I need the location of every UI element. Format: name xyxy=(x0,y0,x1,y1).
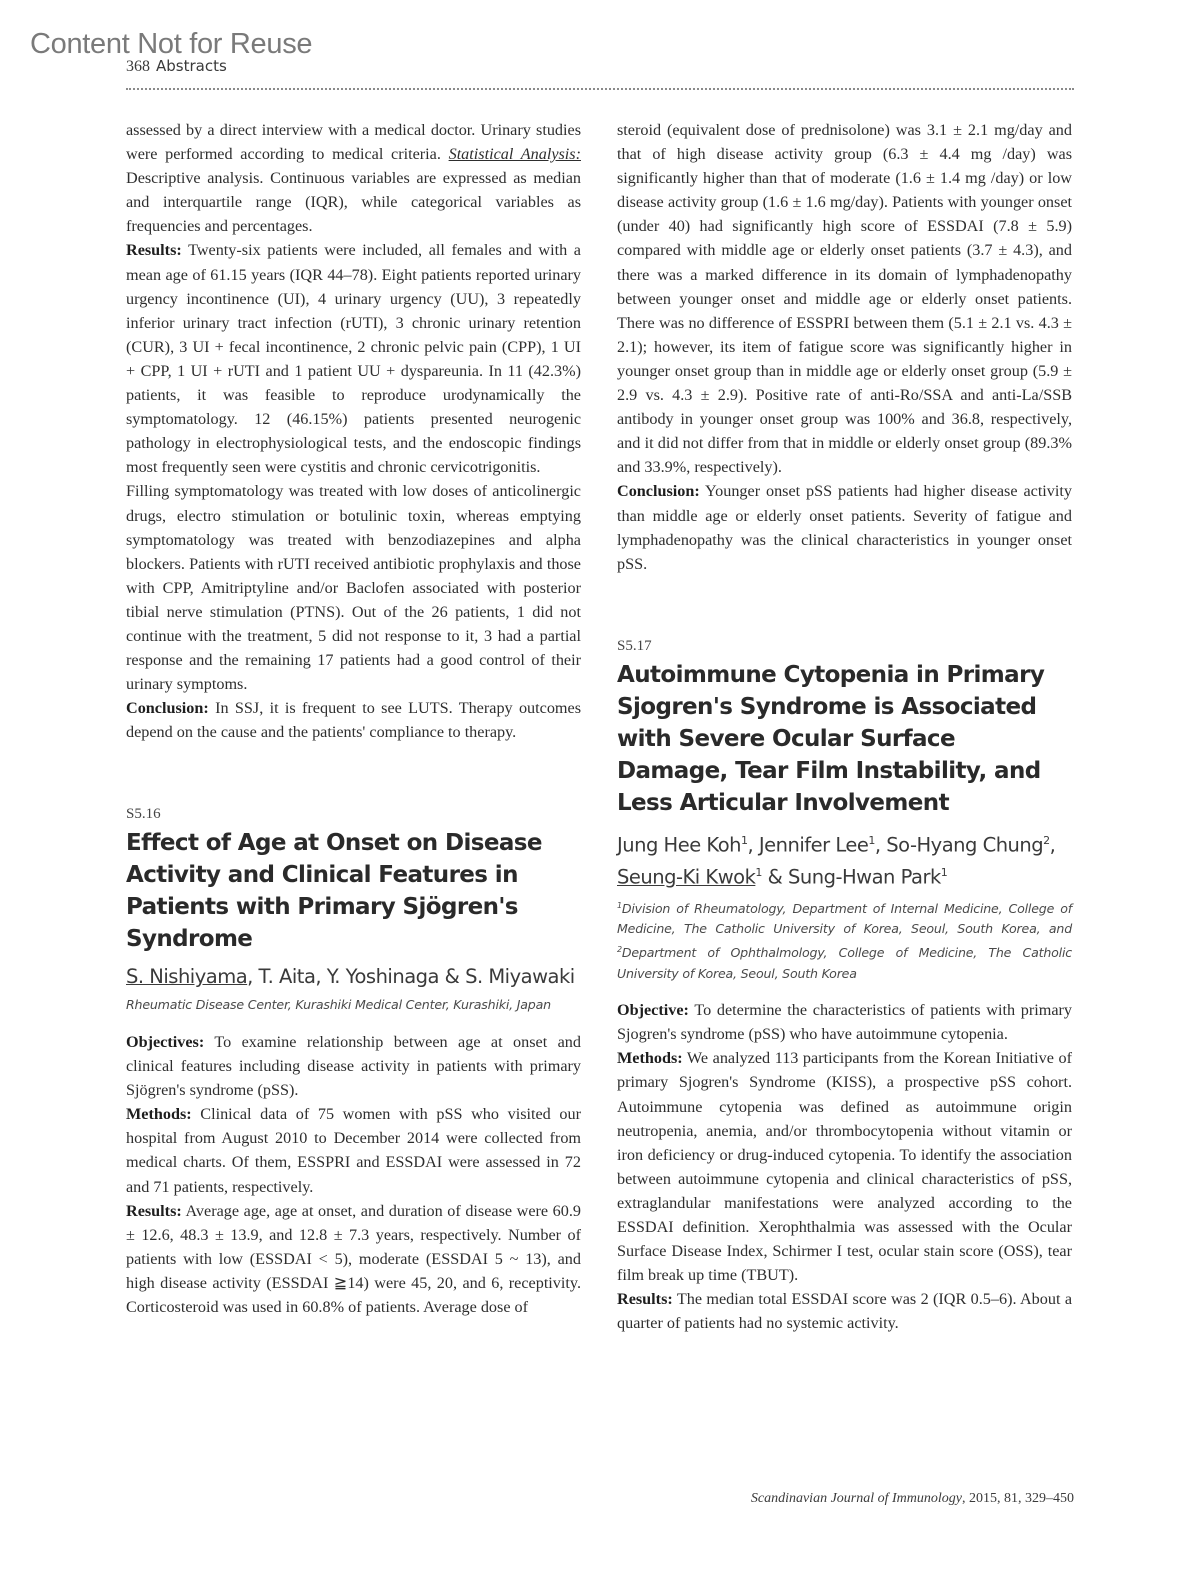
abstract-s5-16 xyxy=(126,806,581,1319)
header-divider xyxy=(126,88,1074,90)
journal-citation xyxy=(751,1491,1074,1507)
author-list: S. Nishiyama, T. Aita, Y. Yoshinaga & S. Miyawaki xyxy=(126,965,575,989)
methods-label: Methods: xyxy=(617,1049,683,1068)
objective-paragraph: Objective: To determine the characteristics of patients with primary Sjogren's syndrome (pSS) who have autoimmune cytopenia. xyxy=(617,1001,1072,1044)
conclusion-paragraph: Conclusion: In SSJ, it is frequent to see LUTS. Therapy outcomes depend on the cause and the patients' compliance to therapy. xyxy=(126,699,581,742)
watermark: Content Not for Reuse xyxy=(30,28,313,60)
results-label: Results: xyxy=(126,1201,182,1220)
results-paragraph: Results: The median total ESSDAI score was 2 (IQR 0.5–6). About a quarter of patients had no systemic activity. xyxy=(617,1290,1072,1333)
abstract-id: S5.16 xyxy=(126,806,161,823)
citation-details: , 2015, 81, 329–450 xyxy=(962,1491,1074,1506)
methods-paragraph: Methods: Clinical data of 75 women with pSS who visited our hospital from August 2010 to December 2014 were collected from medical charts. Of them, ESSPRI and ESSDAI were assessed in 72 and 71 patients, respectively. xyxy=(126,1105,581,1196)
spacer xyxy=(126,744,581,806)
treatment-paragraph: Filling symptomatology was treated with low doses of anticolinergic drugs, electro stimulation or botulinic toxin, whereas emptying symptomatology was treated with benzodiazepines and alpha blockers. Patients with rUTI received antibiotic prophylaxis and those with CPP, Amitriptyline and/or Baclofen associated with posterior tibial nerve stimulation (PTNS). Out of the 26 patients, 1 did not continue with the treatment, 5 did not response to it, 3 had a partial response and the remaining 17 patients had a good control of their urinary symptoms. xyxy=(126,482,581,694)
abstract-id: S5.17 xyxy=(617,637,652,654)
methods-paragraph: Methods: We analyzed 113 participants from the Korean Initiative of primary Sjogren's Syndrome (KISS), a prospective pSS cohort. Autoimmune cytopenia was defined as autoimmune origin neutropenia, anemia, and/or thrombocytopenia without vitamin or iron deficiency or drug-induced cytopenia. To identify the association between autoimmune cytopenia and clinical characteristics of pSS, extraglandular manifestations were analyzed according to the ESSDAI definition. Xerophthalmia was assessed with the Ocular Surface Disease Index, Schirmer I test, ocular stain score (OSS), tear film break up time (TBUT). xyxy=(617,1049,1072,1285)
journal-name: Scandinavian Journal of Immunology xyxy=(750,1491,962,1506)
statistical-analysis-label: Statistical Analysis: xyxy=(448,145,581,164)
presenting-author: S. Nishiyama xyxy=(126,965,248,989)
affiliation: Rheumatic Disease Center, Kurashiki Medical Center, Kurashiki, Japan xyxy=(126,997,551,1013)
objectives-paragraph: Objectives: To examine relationship between age at onset and clinical features including disease activity in patients with primary Sjögren's syndrome (pSS). xyxy=(126,1032,581,1100)
conclusion-label: Conclusion: xyxy=(126,699,209,718)
abstract-s5-17 xyxy=(617,638,1072,1336)
section-name: Abstracts xyxy=(156,57,227,75)
left-column xyxy=(126,118,581,1319)
conclusion-label: Conclusion: xyxy=(617,482,700,501)
conclusion-paragraph: Conclusion: Younger onset pSS patients had higher disease activity than middle age or elderly onset patients. Severity of fatigue and lymphadenopathy was the clinical characteristics in younger onset pSS. xyxy=(617,482,1072,573)
results-label: Results: xyxy=(126,241,182,260)
affiliation: $^1$Division of Rheumatology, Department of Internal Medicine, College of Medicine, The Catholic University of Korea, Seoul, South Korea, and $^2$Department of Ophthalmology, College of Medicine, The Catholic University of Korea, Seoul, South Korea xyxy=(617,900,1072,981)
objectives-label: Objectives: xyxy=(126,1032,205,1051)
page-number: 368 xyxy=(126,58,150,75)
results-label: Results: xyxy=(617,1290,673,1309)
spacer xyxy=(617,576,1072,638)
running-head xyxy=(126,59,227,75)
objective-label: Objective: xyxy=(617,1001,689,1020)
methods-continuation: assessed by a direct interview with a medical doctor. Urinary studies were performed according to medical criteria. Statistical Analysis: Descriptive analysis. Continuous variables are expressed as median and interquartile range (IQR), while categorical variables as frequencies and percentages. xyxy=(126,121,581,236)
results-paragraph: Results: Average age, age at onset, and duration of disease were 60.9 ± 12.6, 48.3 ± 13.9, and 12.8 ± 7.3 years, respectively. Number of patients with low (ESSDAI < 5), moderate (ESSDAI 5 ~ 13), and high disease activity (ESSDAI ≧14) were 45, 20, and 6, receptivity. Corticosteroid was used in 60.8% of patients. Average dose of xyxy=(126,1201,581,1316)
abstract-title: Effect of Age at Onset on Disease Activity and Clinical Features in Patients with Primary Sjögren's Syndrome xyxy=(126,830,542,953)
presenting-author: Seung-Ki Kwok xyxy=(617,865,756,889)
right-column xyxy=(617,118,1072,1335)
methods-label: Methods: xyxy=(126,1105,192,1124)
abstract-title: Autoimmune Cytopenia in Primary Sjogren's Syndrome is Associated with Severe Ocular Surface Damage, Tear Film Instability, and Less Articular Involvement xyxy=(617,661,1045,816)
results-paragraph: Results: Twenty-six patients were included, all females and with a mean age of 61.15 years (IQR 44–78). Eight patients reported urinary urgency incontinence (UI), 4 urinary urgency (UU), 3 repeatedly inferior urinary tract infection (rUTI), 3 chronic urinary retention (CUR), 3 UI + fecal incontinence, 2 chronic pelvic pain (CPP), 1 UI + CPP, 1 UI + rUTI and 1 patient UU + dyspareunia. In 11 (42.3%) patients, it was feasible to reproduce urodynamically the symptomatology. 12 (46.15%) patients presented neurogenic pathology in electrophysiological tests, and the endoscopic findings most frequently seen were cystitis and chronic cervicotrigonitis. xyxy=(126,241,581,477)
results-continuation: steroid (equivalent dose of prednisolone) was 3.1 ± 2.1 mg/day and that of high disease activity group (6.3 ± 4.4 mg /day) was significantly higher than that of moderate (1.6 ± 1.4 mg /day) or low disease activity group (1.6 ± 1.6 mg/day). Patients with younger onset (under 40) had significantly high score of ESSDAI (7.8 ± 5.9) compared with middle age or elderly onset patients (3.7 ± 4.3), and there was a marked difference in its domain of lymphadenopathy between younger onset and middle age or elderly onset patients. There was no difference of ESSPRI between them (5.1 ± 2.1 vs. 4.3 ± 2.1); however, its item of fatigue score was significantly higher in younger onset group than in middle age or elderly onset group (5.9 ± 2.9 vs. 4.3 ± 2.9). Positive rate of anti-Ro/SSA and anti-La/SSB antibody in younger onset group was 100% and 36.8, respectively, and it did not differ from that in middle or elderly onset group (89.3% and 33.9%, respectively). xyxy=(617,121,1072,477)
author-list: Jung Hee Koh$^1$, Jennifer Lee$^1$, So-Hyang Chung$^2$, Seung-Ki Kwok$^1$ & Sung-Hwan Park$^1$ xyxy=(617,833,1056,889)
